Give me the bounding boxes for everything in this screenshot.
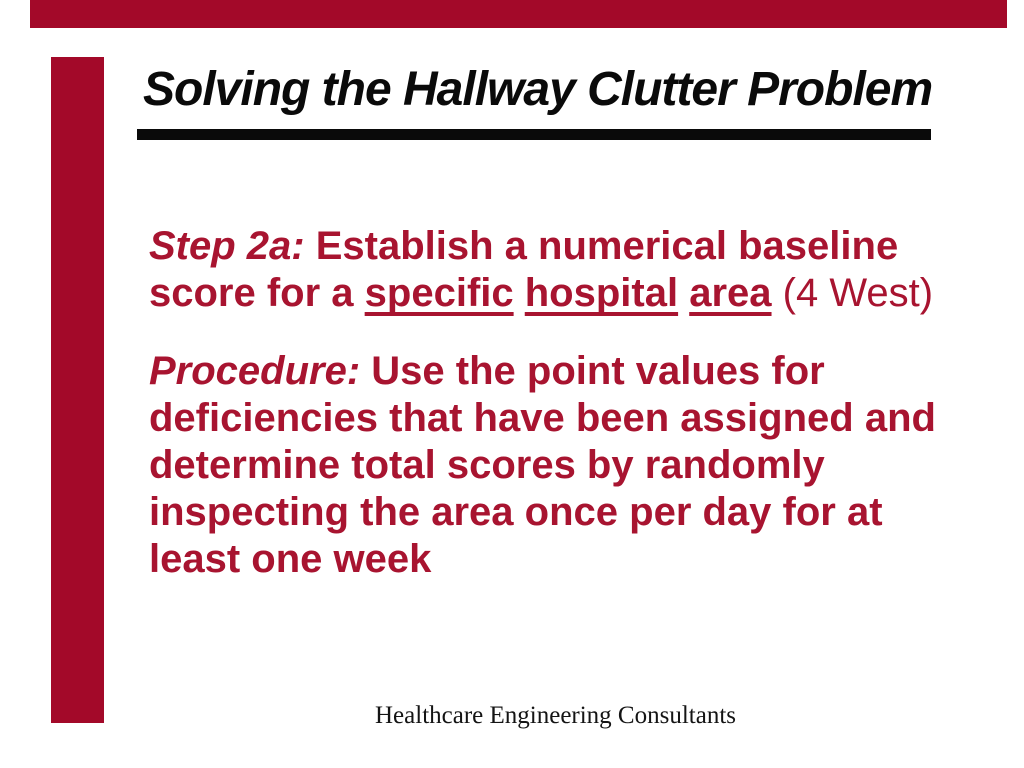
- underlined-word-specific: specific: [364, 271, 514, 315]
- footer-area: [104, 701, 1007, 731]
- procedure-line-1: [149, 348, 936, 395]
- procedure-line-5: least one week: [149, 537, 432, 581]
- left-accent-bar: [51, 57, 104, 723]
- footer-text: Healthcare Engineering Consultants: [375, 702, 736, 729]
- step-label: Step 2a:: [149, 224, 305, 268]
- step-line2-suffix: (4 West): [782, 271, 934, 315]
- procedure-paragraph: [149, 348, 936, 583]
- procedure-line-4: inspecting the area once per day for at: [149, 490, 883, 534]
- procedure-label: Procedure:: [149, 349, 361, 393]
- step-line-2: [149, 270, 933, 317]
- step-line-1: [149, 223, 933, 270]
- procedure-line-2: deficiencies that have been assigned and: [149, 396, 936, 440]
- step-line1-text: Establish a numerical baseline: [315, 224, 899, 268]
- procedure-line-3: determine total scores by randomly: [149, 443, 825, 487]
- title-underline-rule: [137, 129, 931, 140]
- step-paragraph: [149, 223, 933, 317]
- top-accent-bar: [30, 0, 1007, 28]
- underlined-word-area: area: [689, 271, 772, 315]
- slide-title: Solving the Hallway Clutter Problem: [143, 63, 933, 116]
- step-line2-prefix: score for a: [149, 271, 354, 315]
- underlined-word-hospital: hospital: [524, 271, 679, 315]
- procedure-line1-text: Use the point values for: [371, 349, 825, 393]
